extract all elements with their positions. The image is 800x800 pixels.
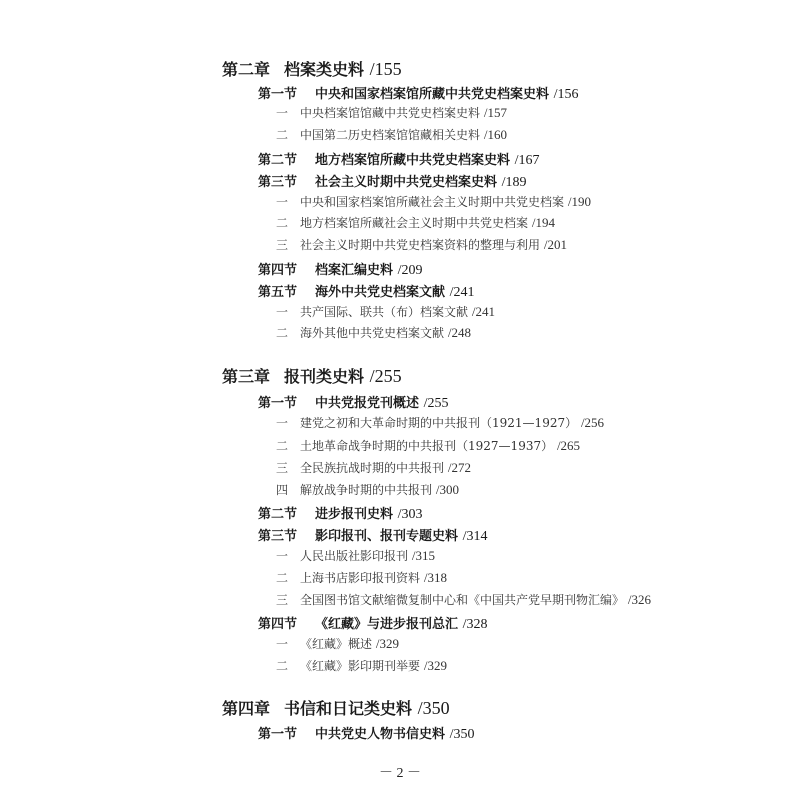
toc-label: 一 (276, 106, 289, 120)
toc-page-ref: /300 (435, 482, 459, 497)
toc-title: 中央和国家档案馆所藏中共党史档案史料 (315, 87, 550, 102)
toc-label: 三 (276, 238, 289, 252)
toc-item (276, 104, 507, 121)
toc-page-ref: /189 (501, 175, 527, 190)
toc-page-ref: /272 (447, 460, 471, 475)
toc-title: 全民族抗战时期的中共报刊 (300, 461, 445, 475)
toc-page-ref: /241 (471, 304, 495, 319)
toc-title: 人民出版社影印报刊 (300, 549, 409, 563)
toc-label: 第一节 (258, 396, 298, 411)
toc-page-ref: /255 (369, 366, 402, 386)
toc-label: 二 (276, 439, 289, 453)
toc-title: 解放战争时期的中共报刊 (300, 483, 433, 497)
toc-item (276, 324, 471, 341)
toc-page-ref: /256 (580, 415, 605, 430)
toc-section (258, 503, 422, 523)
toc-title: 海外其他中共党史档案文献 (300, 326, 445, 340)
toc-section (258, 83, 578, 103)
toc-label: 四 (276, 483, 289, 497)
toc-label: 一 (276, 549, 289, 563)
toc-item (276, 569, 447, 586)
toc-item (276, 414, 604, 431)
toc-section (258, 613, 487, 633)
toc-item (276, 437, 580, 454)
toc-section (258, 392, 448, 412)
toc-page-ref: /350 (449, 727, 475, 742)
toc-item (276, 547, 435, 564)
toc-label: 第一节 (258, 87, 298, 102)
toc-item (276, 591, 651, 608)
toc-page-ref: /303 (397, 507, 423, 522)
toc-page-ref: /241 (449, 285, 475, 300)
toc-title: 全国图书馆文献缩微复制中心和《中国共产党早期刊物汇编》 (300, 593, 625, 607)
toc-item (276, 193, 591, 210)
toc-label: 一 (276, 416, 289, 430)
toc-title: 报刊类史料 (284, 367, 365, 386)
toc-chapter (222, 364, 402, 387)
toc-label: 二 (276, 659, 289, 673)
toc-page-ref: /160 (483, 127, 507, 142)
toc-title: 中共党报党刊概述 (315, 396, 420, 411)
toc-page-ref: /155 (369, 59, 402, 79)
toc-page-ref: /255 (423, 396, 449, 411)
toc-item (276, 657, 447, 674)
toc-chapter (222, 57, 402, 80)
toc-chapter (222, 696, 450, 719)
toc-label: 第三章 (222, 367, 271, 386)
toc-label: 一 (276, 195, 289, 209)
toc-page-ref: /350 (417, 698, 450, 718)
toc-page-ref: /157 (483, 105, 507, 120)
toc-page-ref: /156 (553, 87, 579, 102)
toc-label: 二 (276, 571, 289, 585)
toc-page-ref: /329 (375, 636, 399, 651)
toc-label: 第三节 (258, 529, 298, 544)
toc-label: 一 (276, 637, 289, 651)
toc-page-ref: /201 (543, 237, 567, 252)
toc-page-ref: /315 (411, 548, 435, 563)
toc-page-ref: /248 (447, 325, 471, 340)
toc-title: 共产国际、联共（布）档案文献 (300, 305, 469, 319)
toc-title: 影印报刊、报刊专题史料 (315, 529, 459, 544)
toc-title: 地方档案馆所藏中共党史档案史料 (315, 153, 511, 168)
toc-label: 第二节 (258, 507, 298, 522)
toc-title: 中共党史人物书信史料 (315, 727, 446, 742)
toc-title: 土地革命战争时期的中共报刊（1927—1937） (300, 439, 554, 453)
toc-title: 《红藏》影印期刊举要 (300, 659, 421, 673)
toc-item (276, 459, 471, 476)
toc-title: 进步报刊史料 (315, 507, 394, 522)
toc-title: 档案类史料 (284, 60, 365, 79)
toc-label: 二 (276, 326, 289, 340)
toc-label: 三 (276, 593, 289, 607)
toc-title: 中央和国家档案馆所藏社会主义时期中共党史档案 (300, 195, 565, 209)
toc-title: 建党之初和大革命时期的中共报刊（1921—1927） (300, 416, 578, 430)
toc-title: 社会主义时期中共党史档案资料的整理与利用 (300, 238, 541, 252)
toc-section (258, 723, 474, 743)
toc-title: 《红藏》概述 (300, 637, 373, 651)
toc-page-ref: /167 (514, 153, 540, 168)
toc-label: 第四章 (222, 699, 271, 718)
toc-label: 第二节 (258, 153, 298, 168)
toc-title: 社会主义时期中共党史档案史料 (315, 175, 498, 190)
toc-item (276, 214, 555, 231)
toc-section (258, 281, 474, 301)
toc-label: 第四节 (258, 617, 298, 632)
toc-item (276, 126, 507, 143)
toc-section (258, 259, 422, 279)
toc-title: 书信和日记类史料 (284, 699, 413, 718)
toc-page-ref: /326 (627, 592, 651, 607)
toc-page-ref: /328 (462, 617, 488, 632)
page-number: － 2 － (379, 766, 421, 781)
toc-item (276, 236, 567, 253)
toc-section (258, 149, 539, 169)
toc-item (276, 481, 459, 498)
toc-label: 第五节 (258, 285, 298, 300)
toc-label: 第一节 (258, 727, 298, 742)
toc-section (258, 171, 526, 191)
toc-page-ref: /209 (397, 263, 423, 278)
toc-item (276, 635, 399, 652)
toc-page-ref: /190 (567, 194, 591, 209)
toc-label: 二 (276, 128, 289, 142)
toc-section (258, 525, 487, 545)
toc-page-ref: /318 (423, 570, 447, 585)
toc-page-ref: /265 (556, 438, 581, 453)
toc-label: 第三节 (258, 175, 298, 190)
toc-page-ref: /314 (462, 529, 488, 544)
toc-label: 一 (276, 305, 289, 319)
toc-title: 中央档案馆馆藏中共党史档案史料 (300, 106, 481, 120)
toc-title: 档案汇编史料 (315, 263, 394, 278)
toc-page-ref: /194 (531, 215, 555, 230)
toc-item (276, 303, 495, 320)
toc-title: 海外中共党史档案文献 (315, 285, 446, 300)
toc-label: 三 (276, 461, 289, 475)
toc-title: 《红藏》与进步报刊总汇 (315, 617, 459, 632)
toc-page-ref: /329 (423, 658, 447, 673)
toc-label: 二 (276, 216, 289, 230)
toc-label: 第四节 (258, 263, 298, 278)
toc-title: 上海书店影印报刊资料 (300, 571, 421, 585)
toc-title: 地方档案馆所藏社会主义时期中共党史档案 (300, 216, 529, 230)
toc-title: 中国第二历史档案馆馆藏相关史料 (300, 128, 481, 142)
toc-label: 第二章 (222, 60, 271, 79)
